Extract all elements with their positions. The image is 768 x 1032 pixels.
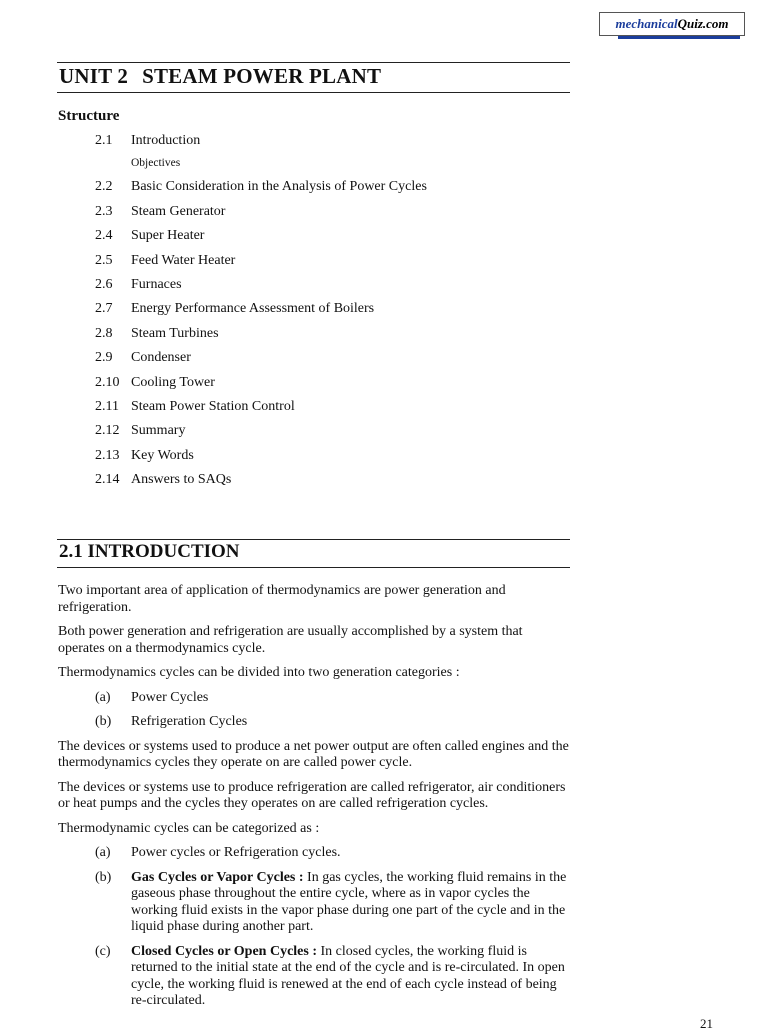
logo-text-part1: mechanical — [615, 16, 678, 31]
toc-item: 2.10 Cooling Tower — [95, 374, 215, 390]
unit-name: STEAM POWER PLANT — [142, 64, 382, 88]
unit-label: UNIT 2 — [59, 64, 129, 88]
unit-title — [59, 64, 381, 89]
unit-title-rule-bottom — [57, 92, 570, 93]
paragraph: Thermodynamic cycles can be categorized as : — [58, 820, 320, 836]
list-item: (b) Gas Cycles or Vapor Cycles : In gas cycles, the working fluid remains in the gaseous phase throughout the entire cycle, where as in vapor cycles the working fluid exists in the vapor phase during one part of the cycle and in the liquid phase during another part. — [95, 869, 567, 934]
section-body — [58, 583, 570, 1018]
paragraph: The devices or systems used to produce a net power output are often called engines and the thermodynamics cycles they operate on are called power cycle. — [58, 738, 569, 770]
list-item: (a) Power cycles or Refrigeration cycles. — [95, 845, 341, 860]
unit-title-rule-top — [57, 62, 570, 63]
section-rule-bottom — [57, 567, 570, 568]
toc-subitem: Objectives — [131, 157, 181, 170]
section-title: 2.1 INTRODUCTION — [59, 541, 240, 562]
toc-item: 2.6 Furnaces — [95, 276, 182, 292]
toc-item: 2.4 Super Heater — [95, 228, 205, 244]
site-logo — [599, 12, 745, 36]
toc-item: 2.7 Energy Performance Assessment of Boilers — [95, 301, 375, 317]
paragraph: The devices or systems use to produce refrigeration are called refrigerator, air conditioners or heat pumps and the cycles they operates on are called refrigeration cycles. — [58, 779, 566, 811]
toc-item: 2.14 Answers to SAQs — [95, 472, 232, 488]
paragraph: Two important area of application of thermodynamics are power generation and refrigeration. — [58, 583, 506, 615]
toc-item: 2.8 Steam Turbines — [95, 325, 219, 341]
list-item: (c) Closed Cycles or Open Cycles : In closed cycles, the working fluid is returned to the initial state at the end of the cycle and is re-circulated. In open cycle, the working fluid is renewed at the end of each cycle instead of being re-circulated. — [95, 943, 565, 1008]
logo-underline — [618, 36, 740, 39]
table-of-contents — [95, 132, 575, 495]
list-item: (b) Refrigeration Cycles — [95, 714, 248, 729]
toc-item: 2.3 Steam Generator — [95, 203, 226, 219]
structure-heading: Structure — [58, 108, 120, 124]
toc-item: 2.5 Feed Water Heater — [95, 252, 236, 268]
paragraph: Thermodynamics cycles can be divided into two generation categories : — [58, 665, 460, 680]
toc-item: 2.2 Basic Consideration in the Analysis of Power Cycles — [95, 179, 427, 195]
toc-item: 2.9 Condenser — [95, 350, 191, 366]
toc-item: 2.11 Steam Power Station Control — [95, 398, 295, 414]
toc-item: 2.1 Introduction — [95, 133, 201, 148]
toc-item: 2.12 Summary — [95, 423, 186, 439]
logo-text-part2: Quiz.com — [677, 16, 729, 31]
paragraph: Both power generation and refrigeration are usually accomplished by a system that operates on a thermodynamics cycle. — [58, 624, 523, 656]
list-item: (a) Power Cycles — [95, 689, 209, 705]
page-number: 21 — [700, 1016, 713, 1031]
toc-item: 2.13 Key Words — [95, 447, 194, 463]
section-rule-top — [57, 539, 570, 540]
